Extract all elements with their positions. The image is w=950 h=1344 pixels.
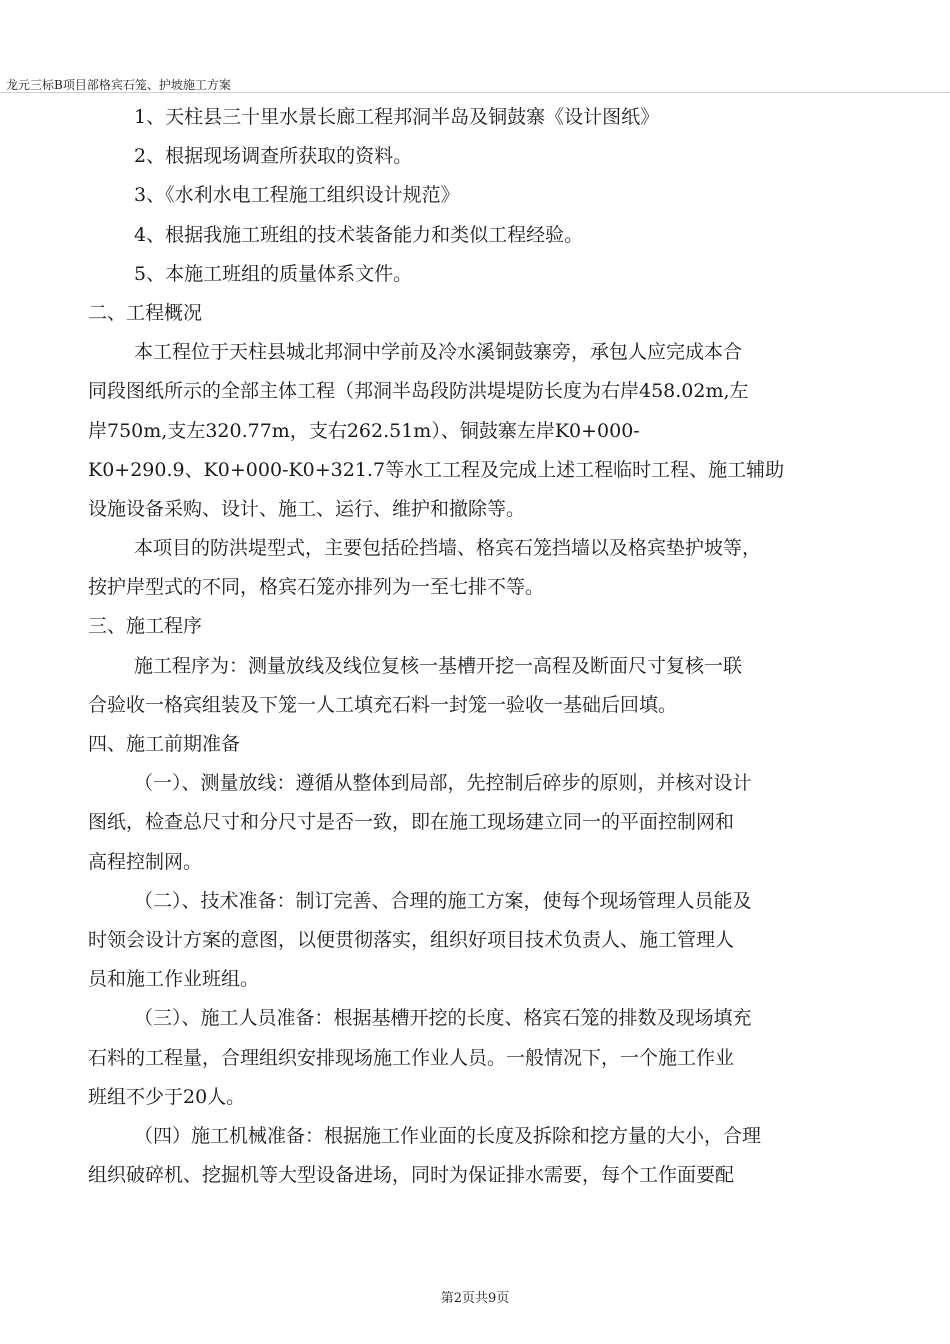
paragraph-line: 高程控制网。 (88, 850, 203, 873)
paragraph-line: 图纸，检查总尺寸和分尺寸是否一致，即在施工现场建立同一的平面控制网和 (88, 811, 735, 834)
paragraph-line: 本项目的防洪堤型式，主要包括砼挡墙、格宾石笼挡墙以及格宾垫护坡等， (134, 537, 762, 560)
basis-item-2: 2、根据现场调查所获取的资料。 (134, 145, 413, 168)
paragraph-line: （一）、测量放线：遵循从整体到局部，先控制后碎步的原则，并核对设计 (134, 772, 752, 795)
paragraph-line: 同段图纸所示的全部主体工程（邦洞半岛段防洪堤堤防长度为右岸458.02m,左 (88, 380, 749, 403)
paragraph-line: （三）、施工人员准备：根据基槽开挖的长度、格宾石笼的排数及现场填充 (134, 1007, 752, 1030)
basis-item-4: 4、根据我施工班组的技术装备能力和类似工程经验。 (134, 223, 584, 246)
paragraph-line: 岸750m,支左320.77m，支右262.51m）、铜鼓寨左岸K0+000- (88, 419, 640, 442)
paragraph-line: 时领会设计方案的意图，以便贯彻落实，组织好项目技术负责人、施工管理人 (88, 928, 735, 951)
section-heading-overview: 二、工程概况 (88, 301, 203, 324)
paragraph-line: 本工程位于天柱县城北邦洞中学前及冷水溪铜鼓寨旁，承包人应完成本合 (134, 341, 743, 364)
section-heading-procedure: 三、施工程序 (88, 615, 203, 638)
header-divider (0, 92, 950, 93)
paragraph-line: 员和施工作业班组。 (88, 968, 260, 991)
paragraph-line: K0+290.9、K0+000-K0+321.7等水工工程及完成上述工程临时工程、施工辅助 (88, 458, 785, 481)
section-heading-preparation: 四、施工前期准备 (88, 733, 241, 755)
basis-item-1: 1、天柱县三十里水景长廊工程邦洞半岛及铜鼓寨《设计图纸》 (134, 106, 660, 128)
paragraph-line: 石料的工程量，合理组织安排现场施工作业人员。一般情况下，一个施工作业 (88, 1046, 735, 1069)
running-header: 龙元三标B项目部格宾石笼、护坡施工方案 (6, 78, 231, 92)
paragraph-line: 设施设备采购、设计、施工、运行、维护和撤除等。 (88, 497, 526, 520)
paragraph-line: 合验收一格宾组装及下笼一人工填充石料一封笼一验收一基础后回填。 (88, 693, 678, 716)
paragraph-line: 组织破碎机、挖掘机等大型设备进场，同时为保证排水需要，每个工作面要配 (88, 1164, 735, 1187)
document-body (88, 98, 863, 1195)
page-number: 第2页共9页 (440, 1291, 510, 1306)
paragraph-line: 施工程序为：测量放线及线位复核一基槽开挖一高程及断面尺寸复核一联 (134, 654, 743, 677)
paragraph-line: （四）施工机械准备：根据施工作业面的长度及拆除和挖方量的大小，合理 (134, 1124, 762, 1147)
basis-item-3: 3、《水利水电工程施工组织设计规范》 (134, 184, 460, 207)
paragraph-line: （二）、技术准备：制订完善、合理的施工方案，使每个现场管理人员能及 (134, 889, 752, 912)
paragraph-line: 按护岸型式的不同，格宾石笼亦排列为一至七排不等。 (88, 576, 545, 599)
paragraph-line: 班组不少于20人。 (88, 1085, 246, 1108)
basis-item-5: 5、本施工班组的质量体系文件。 (134, 262, 413, 285)
